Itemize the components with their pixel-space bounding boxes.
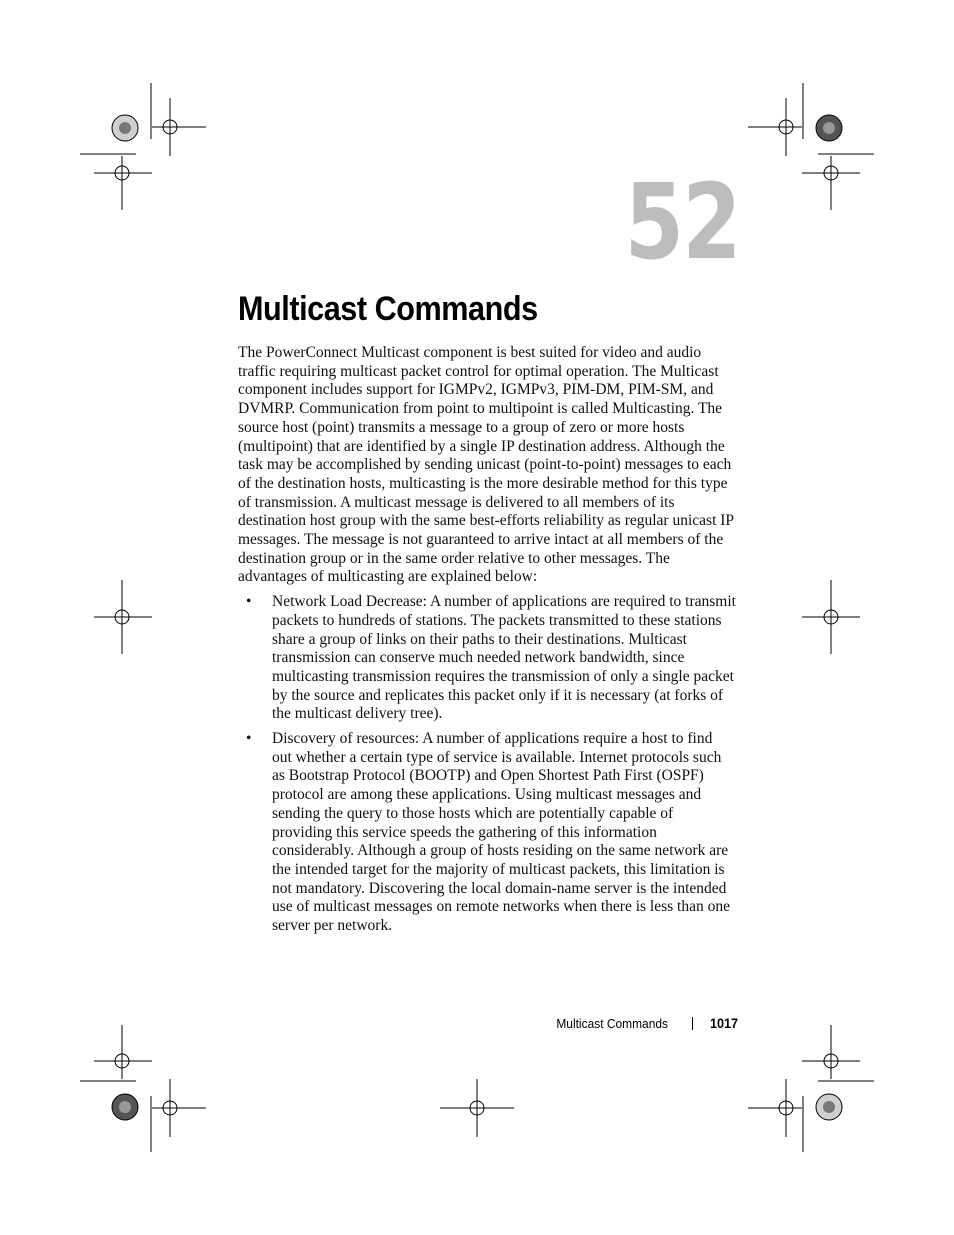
chapter-number: 52 xyxy=(624,161,740,283)
footer-page-number: 1017 xyxy=(710,1015,739,1031)
bullet-icon: • xyxy=(246,593,252,611)
footer-section-title: Multicast Commands xyxy=(556,1016,668,1031)
list-item xyxy=(238,593,736,724)
footer-divider xyxy=(692,1017,693,1030)
advantages-list xyxy=(238,593,736,936)
bullet-icon: • xyxy=(246,730,252,748)
list-item-text: Discovery of resources: A number of applications require a host to find out whether a certain type of service is available. Internet protocols such as Bootstrap Protocol (BOOTP) and Open Shortest Path First (OSPF) protocol are among these applications. Using multicast messages and sending the query to those hosts which are potentially capable of providing this service speeds the gathering of this information considerably. Although a group of hosts residing on the same network are the intended target for the majority of multicast packets, this limitation is not mandatory. Discovering the local domain-name server is the intended use of multicast messages on remote networks when there is less than one server per network. xyxy=(272,730,730,935)
body-text xyxy=(238,344,736,942)
intro-paragraph: The PowerConnect Multicast component is best suited for video and audio traffic requiring multicast packet control for optimal operation. The Multicast component includes support for IGMPv2, IGMPv3, PIM-DM, PIM-SM, and DVMRP. Communication from point to multipoint is called Multicasting. The source host (point) transmits a message to a group of zero or more hosts (multipoint) that are identified by a single IP destination address. Although the task may be accomplished by sending unicast (point-to-point) messages to each of the destination hosts, multicasting is the more desirable method for this type of transmission. A multicast message is delivered to all members of its destination host group with the same best-efforts reliability as regular unicast IP messages. The message is not guaranteed to arrive intact at all members of the destination group or in the same order relative to other messages. The advantages of multicasting are explained below: xyxy=(238,344,734,586)
page-title: Multicast Commands xyxy=(238,290,538,328)
list-item-text: Network Load Decrease: A number of applications are required to transmit packets to hundreds of stations. The packets transmitted to these stations share a group of links on their paths to their destinations. Multicast transmission can conserve much needed network bandwidth, since multicasting transmission requires the transmission of only a single packet by the source and replicates this packet only if it is necessary (at forks of the multicast delivery tree). xyxy=(272,593,736,723)
list-item xyxy=(238,730,736,936)
